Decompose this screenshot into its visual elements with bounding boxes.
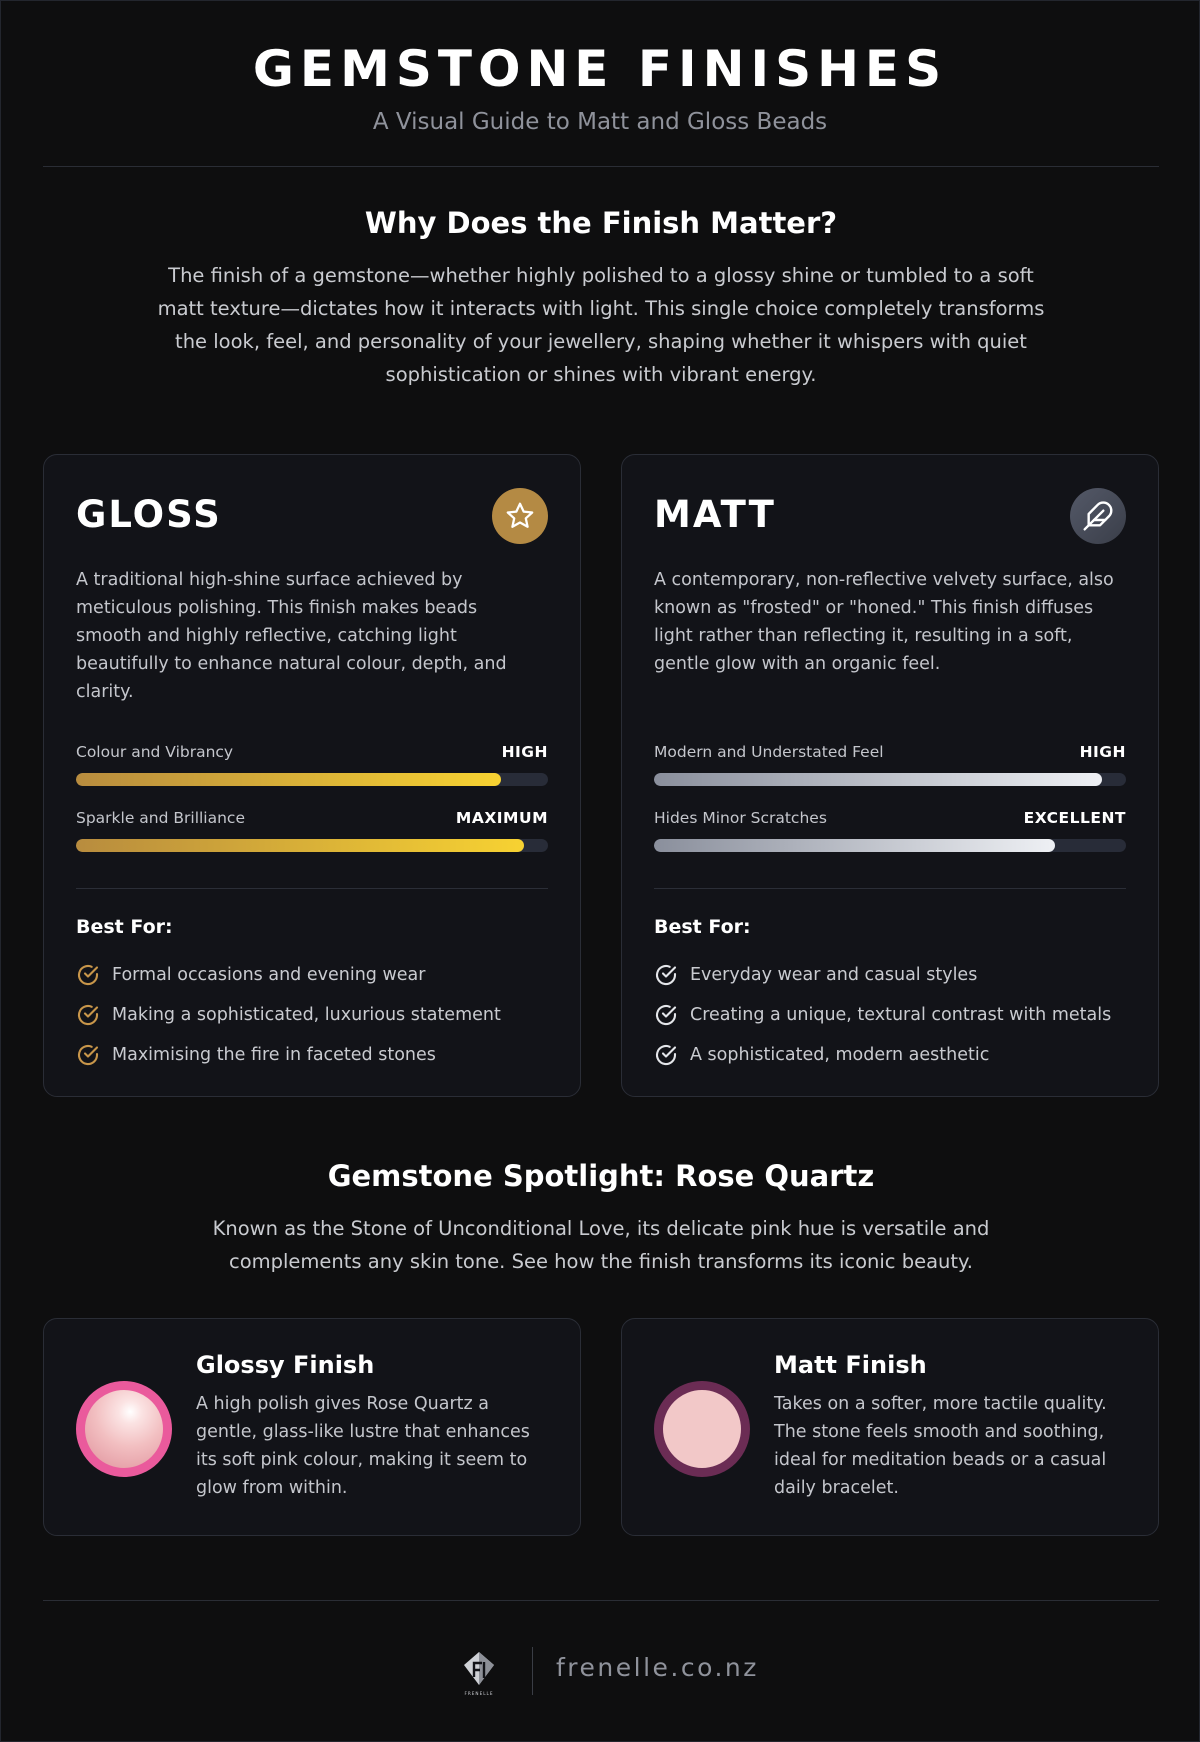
meter-fill [654,773,1102,786]
matt-title: MATT [654,493,776,536]
meter-fill [76,839,524,852]
matt-finish-title: Matt Finish [774,1351,927,1379]
rose-quartz-glossy-bead [76,1381,172,1477]
svg-text:FRENELLE: FRENELLE [464,1691,494,1696]
list-item [654,1035,1111,1075]
list-item-text: A sophisticated, modern aesthetic [690,1045,990,1065]
footer [1,1645,1200,1695]
page-subtitle: A Visual Guide to Matt and Gloss Beads [372,109,828,135]
meter-track [654,839,1126,852]
list-item [76,995,501,1035]
glossy-finish-title: Glossy Finish [196,1351,375,1379]
meter-fill [76,773,501,786]
meter-fill [654,839,1055,852]
gloss-best-for-list [76,955,501,1075]
check-circle-icon [654,963,678,987]
matt-best-for-title: Best For: [654,916,751,938]
matt-meter-scratches [654,809,1126,852]
footer-separator [532,1647,533,1695]
gloss-best-for-title: Best For: [76,916,173,938]
meter-track [76,773,548,786]
glossy-finish-description: A high polish gives Rose Quartz a gentle, glass-like lustre that enhances its soft pink colour, making it seem to glow from within. [196,1394,530,1498]
list-item [654,995,1111,1035]
list-item-text: Making a sophisticated, luxurious statement [112,1005,501,1025]
list-item-text: Creating a unique, textural contrast with metals [690,1005,1112,1025]
meter-level: MAXIMUM [455,809,548,827]
header [1,1,1199,137]
gloss-meter-sparkle [76,809,548,852]
meter-track [76,839,548,852]
check-circle-icon [654,1003,678,1027]
list-item [76,1035,501,1075]
rose-quartz-matt-bead [654,1381,750,1477]
feather-icon [1070,488,1126,544]
matt-meter-modern [654,743,1126,786]
check-circle-icon [654,1043,678,1067]
meter-level: HIGH [501,743,548,761]
website-link[interactable]: frenelle.co.nz [556,1653,759,1682]
meter-track [654,773,1126,786]
matt-divider [654,888,1126,889]
list-item [654,955,1111,995]
footer-divider [43,1600,1159,1601]
spotlight-title: Gemstone Spotlight: Rose Quartz [327,1159,875,1193]
page-title: GEMSTONE FINISHES [252,40,948,98]
meter-level: EXCELLENT [1023,809,1126,827]
header-divider [43,166,1159,167]
matt-best-for-list [654,955,1111,1075]
star-icon [492,488,548,544]
glossy-finish-card [43,1318,581,1536]
check-circle-icon [76,963,100,987]
list-item-text: Maximising the fire in faceted stones [112,1045,436,1065]
matt-finish-description: Takes on a softer, more tactile quality. The stone feels smooth and soothing, ideal for meditation beads or a casual daily bracelet. [774,1394,1107,1498]
spotlight-body: Known as the Stone of Unconditional Love, its delicate pink hue is versatile and complements any skin tone. See how the finish transforms its iconic beauty. [212,1217,990,1273]
check-circle-icon [76,1003,100,1027]
meter-label: Colour and Vibrancy [76,743,234,761]
meter-label: Sparkle and Brilliance [76,809,245,827]
gloss-meter-colour [76,743,548,786]
why-title: Why Does the Finish Matter? [364,206,838,240]
list-item-text: Formal occasions and evening wear [112,965,426,985]
meter-level: HIGH [1079,743,1126,761]
gloss-divider [76,888,548,889]
matt-description: A contemporary, non-reflective velvety surface, also known as "frosted" or "honed." This finish diffuses light rather than reflecting it, resulting in a soft, gentle glow with an organic feel. [654,570,1114,674]
gloss-card [43,454,581,1097]
check-circle-icon [76,1043,100,1067]
matt-finish-card [621,1318,1159,1536]
meter-label: Hides Minor Scratches [654,809,827,827]
matt-card [621,454,1159,1097]
meter-label: Modern and Understated Feel [654,743,884,761]
list-item-text: Everyday wear and casual styles [690,965,978,985]
gloss-description: A traditional high-shine surface achieved by meticulous polishing. This finish makes beads smooth and highly reflective, catching light beautifully to enhance natural colour, depth, and clarity. [76,570,507,702]
why-body: The finish of a gemstone—whether highly polished to a glossy shine or tumbled to a soft matt texture—dictates how it interacts with light. This single choice completely transforms the look, feel, and personality of your jewellery, shaping whether it whispers with quiet sophistication or shines with vibrant energy. [157,264,1045,386]
list-item [76,955,501,995]
frenelle-logo[interactable] [459,1649,499,1697]
gloss-title: GLOSS [76,493,222,536]
